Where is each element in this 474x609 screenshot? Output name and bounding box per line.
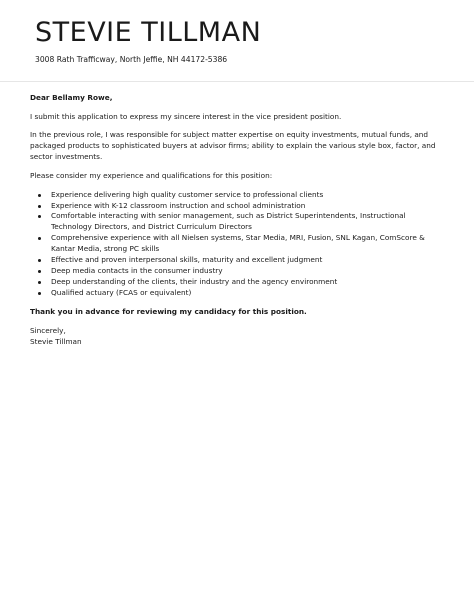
list-item: Experience delivering high quality customer service to professional clients: [51, 190, 444, 201]
intro-paragraph: I submit this application to express my sincere interest in the vice president position.: [30, 111, 342, 121]
list-item: Experience with K-12 classroom instruction and school administration: [51, 201, 444, 212]
list-item: Comprehensive experience with all Nielsen systems, Star Media, MRI, Fusion, SNL Kagan, ComScore & Kantar Media, strong PC skills: [51, 233, 444, 255]
applicant-name: STEVIE TILLMAN: [35, 17, 262, 48]
signature-name: Stevie Tillman: [30, 336, 82, 346]
greeting: Dear Bellamy Rowe,: [30, 93, 113, 102]
experience-paragraph: In the previous role, I was responsible for subject matter expertise on equity investments, mutual funds, and packaged products to sophisticated buyers at advisor firms; ability to explain the various style box, factor, and sector investments.: [30, 130, 436, 162]
thanks-line: Thank you in advance for reviewing my candidacy for this position.: [30, 306, 307, 316]
list-item: Deep media contacts in the consumer industry: [51, 266, 444, 277]
closing-line: Sincerely,: [30, 325, 66, 335]
signoff: [30, 326, 444, 348]
letter-body: [30, 93, 444, 347]
list-item: Deep understanding of the clients, their industry and the agency environment: [51, 277, 444, 288]
applicant-address: 3008 Rath Trafficway, North Jeffie, NH 44172-5386: [35, 55, 228, 64]
letter-header: [0, 0, 474, 82]
qualifications-list: [30, 190, 444, 299]
list-item: Comfortable interacting with senior management, such as District Superintendents, Instructional Technology Directors, and District Curriculum Directors: [51, 211, 444, 233]
list-item: Qualified actuary (FCAS or equivalent): [51, 288, 444, 299]
list-item: Effective and proven interpersonal skills, maturity and excellent judgment: [51, 255, 444, 266]
qualifications-intro: Please consider my experience and qualifications for this position:: [30, 170, 273, 180]
